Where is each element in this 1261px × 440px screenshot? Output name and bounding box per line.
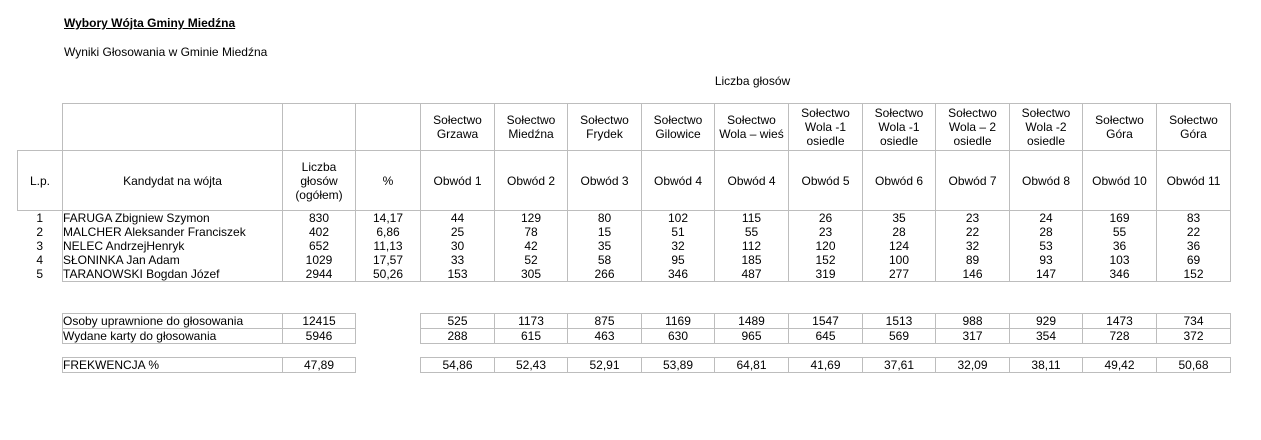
turnout-row-value: 32,09	[936, 358, 1010, 373]
turnout-table	[62, 357, 1231, 373]
header-blank-cell	[356, 104, 421, 151]
candidate-vote: 305	[495, 267, 568, 282]
issued-row	[63, 329, 1231, 344]
header-row-solectwo	[18, 104, 1231, 151]
turnout-row-value: 52,91	[568, 358, 642, 373]
candidate-vote: 100	[863, 253, 936, 267]
lp-header: L.p.	[18, 151, 63, 211]
candidate-vote: 36	[1083, 239, 1157, 253]
candidate-vote: 89	[936, 253, 1010, 267]
page-subtitle: Wyniki Głosowania w Gminie Miedźna	[64, 45, 268, 59]
obwod-header: Obwód 5	[789, 151, 863, 211]
obwod-header: Obwód 4	[642, 151, 715, 211]
obwod-header: Obwód 4	[715, 151, 789, 211]
candidate-name: SŁONINKA Jan Adam	[63, 253, 283, 267]
turnout-row	[63, 358, 1231, 373]
candidate-percent: 11,13	[356, 239, 421, 253]
candidate-vote: 129	[495, 211, 568, 226]
candidate-vote: 147	[1010, 267, 1083, 282]
header-row-columns	[18, 151, 1231, 211]
eligible-row-value: 1513	[863, 314, 936, 329]
candidate-vote: 23	[936, 211, 1010, 226]
candidate-vote: 319	[789, 267, 863, 282]
candidate-name: FARUGA Zbigniew Szymon	[63, 211, 283, 226]
candidate-vote: 32	[642, 239, 715, 253]
results-table	[17, 103, 1231, 282]
solectwo-header: Sołectwo Wola – wieś	[715, 104, 789, 151]
candidate-lp: 5	[36, 267, 44, 282]
candidate-vote: 55	[715, 225, 789, 239]
issued-row-value: 728	[1083, 329, 1157, 344]
header-blank-cell	[283, 104, 356, 151]
turnout-row-value: 41,69	[789, 358, 863, 373]
candidate-row	[18, 225, 1231, 239]
candidate-vote: 95	[642, 253, 715, 267]
turnout-row-value: 52,43	[495, 358, 568, 373]
candidate-vote: 35	[568, 239, 642, 253]
turnout-row-value: 37,61	[863, 358, 936, 373]
obwod-header: Obwód 6	[863, 151, 936, 211]
candidate-vote: 69	[1157, 253, 1231, 267]
candidate-percent: 17,57	[356, 253, 421, 267]
candidate-total: 402	[283, 225, 356, 239]
header-blank-cell	[63, 104, 283, 151]
header-corner-blank	[18, 104, 63, 151]
solectwo-header: Sołectwo Frydek	[568, 104, 642, 151]
solectwo-header: Sołectwo Wola – 2 osiedle	[936, 104, 1010, 151]
solectwo-header: Sołectwo Miedźna	[495, 104, 568, 151]
candidate-vote: 35	[863, 211, 936, 226]
candidate-vote: 152	[789, 253, 863, 267]
candidate-vote: 15	[568, 225, 642, 239]
candidate-vote: 22	[1157, 225, 1231, 239]
issued-row-value: 288	[421, 329, 495, 344]
eligible-row-value: 1489	[715, 314, 789, 329]
issued-row-label: Wydane karty do głosowania	[63, 329, 283, 344]
gap-cell	[356, 329, 421, 344]
candidate-vote: 78	[495, 225, 568, 239]
obwod-header: Obwód 8	[1010, 151, 1083, 211]
gap-cell	[356, 314, 421, 329]
obwod-header: Obwód 2	[495, 151, 568, 211]
solectwo-header: Sołectwo Wola -1 osiedle	[789, 104, 863, 151]
candidate-row	[18, 211, 1231, 226]
candidate-lp: 4	[36, 253, 44, 267]
candidate-vote: 36	[1157, 239, 1231, 253]
candidate-name: MALCHER Aleksander Franciszek	[63, 225, 283, 239]
votes-header: Liczba głosów	[714, 74, 791, 88]
candidate-name: TARANOWSKI Bogdan Józef	[63, 267, 283, 282]
turnout-row-value: 54,86	[421, 358, 495, 373]
solectwo-header: Sołectwo Wola -2 osiedle	[1010, 104, 1083, 151]
candidate-vote: 120	[789, 239, 863, 253]
candidate-vote: 42	[495, 239, 568, 253]
candidate-vote: 103	[1083, 253, 1157, 267]
candidate-vote: 24	[1010, 211, 1083, 226]
candidate-vote: 32	[936, 239, 1010, 253]
issued-row-total: 5946	[283, 329, 356, 344]
solectwo-header: Sołectwo Góra	[1083, 104, 1157, 151]
candidate-row	[18, 267, 1231, 282]
eligible-row-value: 875	[568, 314, 642, 329]
issued-row-value: 645	[789, 329, 863, 344]
candidate-vote: 25	[421, 225, 495, 239]
total-votes-header: Liczba głosów (ogółem)	[283, 151, 356, 211]
candidate-vote: 185	[715, 253, 789, 267]
candidate-vote: 152	[1157, 267, 1231, 282]
candidate-name: NELEC AndrzejHenryk	[63, 239, 283, 253]
candidate-vote: 346	[1083, 267, 1157, 282]
candidate-vote: 58	[568, 253, 642, 267]
candidate-vote: 346	[642, 267, 715, 282]
obwod-header: Obwód 3	[568, 151, 642, 211]
issued-row-value: 569	[863, 329, 936, 344]
eligible-row-value: 988	[936, 314, 1010, 329]
candidate-vote: 487	[715, 267, 789, 282]
totals-table	[62, 313, 1231, 344]
candidate-percent: 6,86	[356, 225, 421, 239]
candidate-vote: 33	[421, 253, 495, 267]
issued-row-value: 463	[568, 329, 642, 344]
candidate-vote: 277	[863, 267, 936, 282]
issued-row-value: 615	[495, 329, 568, 344]
candidate-header: Kandydat na wójta	[63, 151, 283, 211]
candidate-vote: 52	[495, 253, 568, 267]
candidate-total: 652	[283, 239, 356, 253]
candidate-total: 1029	[283, 253, 356, 267]
eligible-row-value: 525	[421, 314, 495, 329]
candidate-vote: 44	[421, 211, 495, 226]
solectwo-header: Sołectwo Grzawa	[421, 104, 495, 151]
candidate-lp: 2	[36, 225, 44, 239]
percent-header: %	[356, 151, 421, 211]
eligible-row-value: 929	[1010, 314, 1083, 329]
turnout-row-value: 50,68	[1157, 358, 1231, 373]
page-title: Wybory Wójta Gminy Miedźna	[64, 16, 236, 30]
candidate-vote: 23	[789, 225, 863, 239]
obwod-header: Obwód 7	[936, 151, 1010, 211]
issued-row-value: 317	[936, 329, 1010, 344]
candidate-total: 2944	[283, 267, 356, 282]
gap-cell	[356, 358, 421, 373]
obwod-header: Obwód 10	[1083, 151, 1157, 211]
candidate-vote: 28	[863, 225, 936, 239]
turnout-row-label: FREKWENCJA %	[63, 358, 283, 373]
candidate-lp: 1	[36, 211, 44, 225]
candidate-vote: 55	[1083, 225, 1157, 239]
eligible-row-value: 1173	[495, 314, 568, 329]
candidate-total: 830	[283, 211, 356, 226]
obwod-header: Obwód 11	[1157, 151, 1231, 211]
turnout-row-total: 47,89	[283, 358, 356, 373]
candidate-vote: 30	[421, 239, 495, 253]
candidate-vote: 22	[936, 225, 1010, 239]
eligible-row	[63, 314, 1231, 329]
candidate-vote: 93	[1010, 253, 1083, 267]
solectwo-header: Sołectwo Góra	[1157, 104, 1231, 151]
turnout-row-value: 53,89	[642, 358, 715, 373]
candidate-row	[18, 239, 1231, 253]
candidate-vote: 153	[421, 267, 495, 282]
eligible-row-value: 734	[1157, 314, 1231, 329]
turnout-row-value: 49,42	[1083, 358, 1157, 373]
candidate-vote: 266	[568, 267, 642, 282]
candidate-vote: 53	[1010, 239, 1083, 253]
candidate-row	[18, 253, 1231, 267]
candidate-percent: 50,26	[356, 267, 421, 282]
candidate-vote: 112	[715, 239, 789, 253]
turnout-row-value: 38,11	[1010, 358, 1083, 373]
candidate-vote: 115	[715, 211, 789, 226]
candidate-vote: 169	[1083, 211, 1157, 226]
candidate-vote: 146	[936, 267, 1010, 282]
candidate-vote: 28	[1010, 225, 1083, 239]
eligible-row-label: Osoby uprawnione do głosowania	[63, 314, 283, 329]
eligible-row-value: 1547	[789, 314, 863, 329]
candidate-vote: 102	[642, 211, 715, 226]
issued-row-value: 965	[715, 329, 789, 344]
obwod-header: Obwód 1	[421, 151, 495, 211]
solectwo-header: Sołectwo Wola -1 osiedle	[863, 104, 936, 151]
candidate-vote: 26	[789, 211, 863, 226]
solectwo-header: Sołectwo Gilowice	[642, 104, 715, 151]
issued-row-value: 630	[642, 329, 715, 344]
candidate-percent: 14,17	[356, 211, 421, 226]
issued-row-value: 372	[1157, 329, 1231, 344]
eligible-row-total: 12415	[283, 314, 356, 329]
turnout-row-value: 64,81	[715, 358, 789, 373]
candidate-lp: 3	[36, 239, 44, 253]
candidate-vote: 124	[863, 239, 936, 253]
eligible-row-value: 1169	[642, 314, 715, 329]
candidate-vote: 51	[642, 225, 715, 239]
candidate-vote: 83	[1157, 211, 1231, 226]
issued-row-value: 354	[1010, 329, 1083, 344]
candidate-vote: 80	[568, 211, 642, 226]
eligible-row-value: 1473	[1083, 314, 1157, 329]
